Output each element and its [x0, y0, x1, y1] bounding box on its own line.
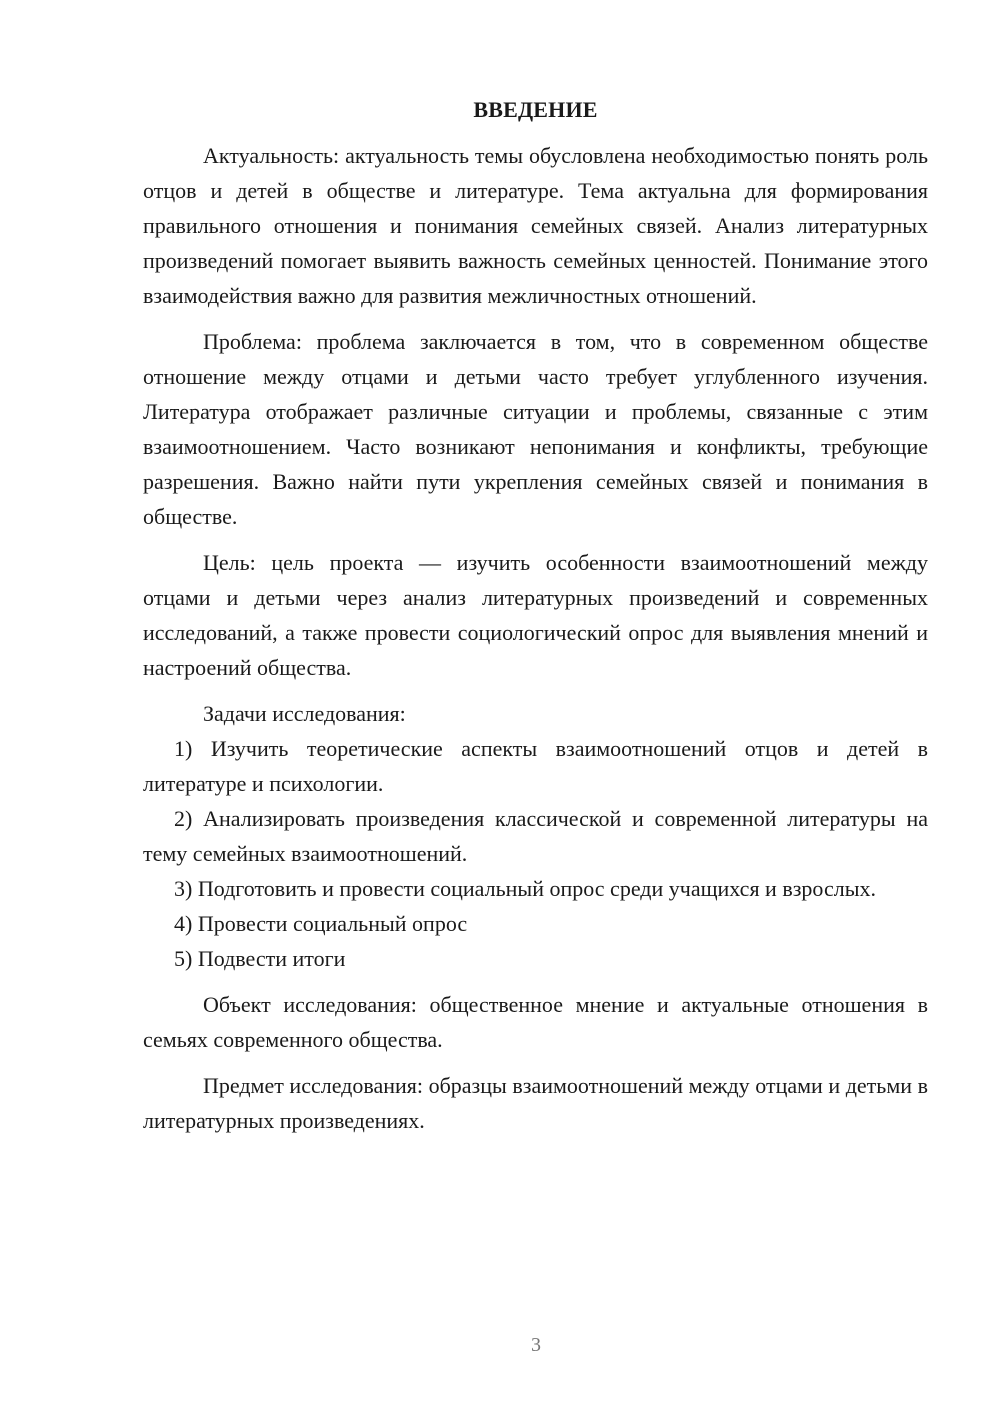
object-paragraph: Объект исследования: общественное мнение и актуальные отношения в семьях современного общества. [143, 992, 928, 1052]
list-item: 4) Провести социальный опрос [174, 911, 468, 936]
list-item: 2) Анализировать произведения классической и современной литературы на тему семейных взаимоотношений. [143, 806, 928, 866]
section-heading: ВВЕДЕНИЕ [473, 97, 598, 122]
goal-paragraph: Цель: цель проекта — изучить особенности взаимоотношений между отцами и детьми через анализ литературных произведений и современных исследований, а также провести социологический опрос для выявления мнений и настроений общества. [143, 550, 928, 680]
problem-paragraph: Проблема: проблема заключается в том, что в современном обществе отношение между отцами и детьми часто требует углубленного изучения. Литература отображает различные ситуации и проблемы, связанные с этим взаимоотношением. Часто возникают непонимания и конфликты, требующие разрешения. Важно найти пути укрепления семейных связей и понимания в обществе. [143, 329, 928, 529]
subject-paragraph: Предмет исследования: образцы взаимоотношений между отцами и детьми в литературных произведениях. [143, 1073, 928, 1133]
relevance-paragraph: Актуальность: актуальность темы обусловлена необходимостью понять роль отцов и детей в обществе и литературе. Тема актуальна для формирования правильного отношения и понимания семейных связей. Анализ литературных произведений помогает выявить важность семейных ценностей. Понимание этого взаимодействия важно для развития межличностных отношений. [143, 143, 928, 308]
page-number: 3 [531, 1334, 541, 1356]
page-content [143, 92, 928, 1138]
tasks-title: Задачи исследования: [203, 701, 406, 726]
list-item: 5) Подвести итоги [174, 946, 346, 971]
tasks-list [143, 731, 928, 976]
list-item: 1) Изучить теоретические аспекты взаимоотношений отцов и детей в литературе и психологии. [143, 736, 928, 796]
list-item: 3) Подготовить и провести социальный опрос среди учащихся и взрослых. [174, 876, 876, 901]
